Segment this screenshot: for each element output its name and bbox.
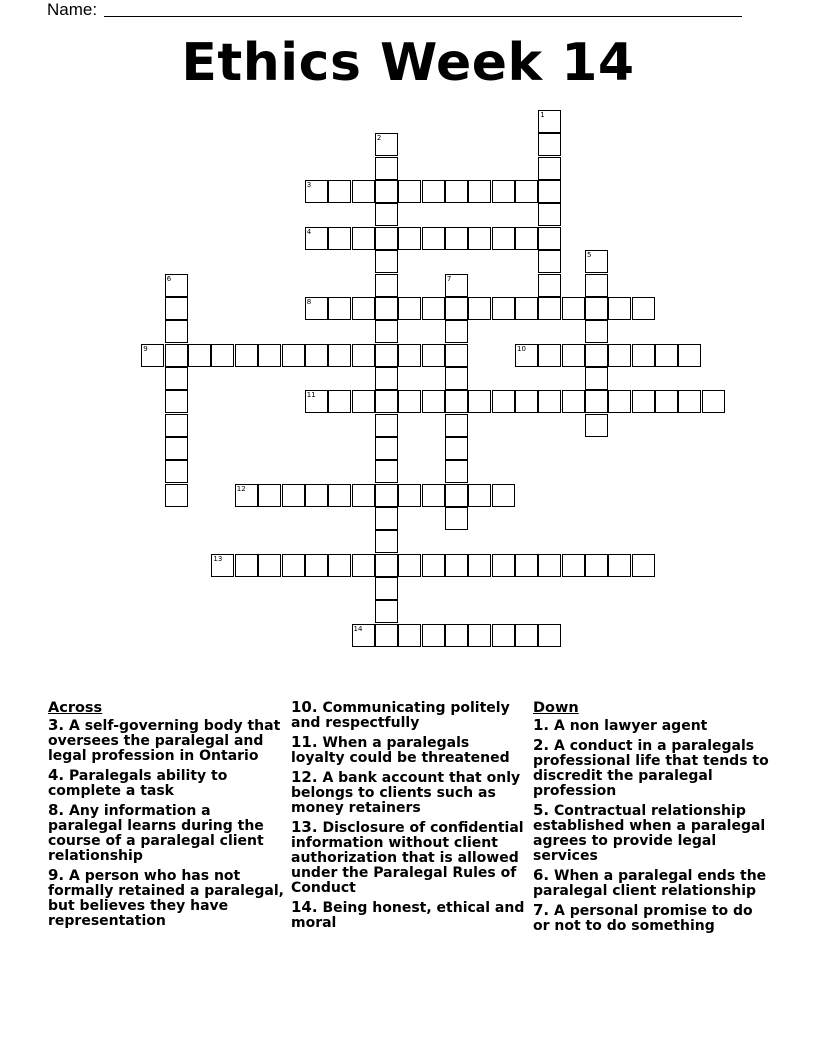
grid-cell[interactable] bbox=[352, 227, 375, 250]
grid-cell[interactable] bbox=[398, 484, 421, 507]
name-label: Name: bbox=[47, 0, 98, 19]
grid-cell[interactable] bbox=[165, 274, 188, 297]
grid-cell[interactable] bbox=[678, 390, 701, 413]
grid-cell[interactable] bbox=[398, 390, 421, 413]
grid-cell[interactable] bbox=[492, 624, 515, 647]
grid-cell[interactable] bbox=[585, 414, 608, 437]
grid-cell[interactable] bbox=[375, 250, 398, 273]
grid-cell[interactable] bbox=[375, 390, 398, 413]
grid-cell[interactable] bbox=[538, 344, 561, 367]
grid-cell[interactable] bbox=[375, 203, 398, 226]
grid-cell[interactable] bbox=[538, 227, 561, 250]
grid-cell[interactable] bbox=[445, 437, 468, 460]
clue-item-text: A self-governing body that oversees the paralegal and legal profession in Ontario bbox=[48, 718, 281, 764]
grid-cell[interactable] bbox=[258, 484, 281, 507]
grid-cell[interactable] bbox=[515, 344, 538, 367]
grid-cell[interactable] bbox=[445, 320, 468, 343]
grid-cell[interactable] bbox=[422, 624, 445, 647]
grid-cell[interactable] bbox=[538, 624, 561, 647]
clue-number: 4 bbox=[306, 227, 312, 236]
grid-cell[interactable] bbox=[585, 274, 608, 297]
clue-item-text: When a paralegals loyalty could be threatened bbox=[291, 735, 510, 766]
grid-cell[interactable] bbox=[305, 344, 328, 367]
grid-cell[interactable] bbox=[305, 227, 328, 250]
clue-item-text: When a paralegal ends the paralegal client relationship bbox=[533, 868, 767, 899]
grid-cell[interactable] bbox=[468, 227, 491, 250]
clue-number: 13 bbox=[213, 554, 223, 563]
grid-cell[interactable] bbox=[608, 297, 631, 320]
grid-cell[interactable] bbox=[632, 390, 655, 413]
clue-item bbox=[533, 803, 773, 864]
grid-cell[interactable] bbox=[445, 624, 468, 647]
grid-cell[interactable] bbox=[375, 577, 398, 600]
clue-item-number: 3. bbox=[48, 716, 65, 734]
grid-cell[interactable] bbox=[445, 367, 468, 390]
grid-cell[interactable] bbox=[328, 554, 351, 577]
grid-cell[interactable] bbox=[515, 390, 538, 413]
grid-cell[interactable] bbox=[165, 484, 188, 507]
grid-cell[interactable] bbox=[422, 297, 445, 320]
grid-cell[interactable] bbox=[165, 367, 188, 390]
grid-cell[interactable] bbox=[375, 554, 398, 577]
clue-item-text: A conduct in a paralegals professional life that tends to discredit the paralegal profession bbox=[533, 738, 769, 799]
grid-cell[interactable] bbox=[492, 180, 515, 203]
grid-cell[interactable] bbox=[422, 344, 445, 367]
grid-cell[interactable] bbox=[585, 367, 608, 390]
grid-cell[interactable] bbox=[398, 344, 421, 367]
grid-cell[interactable] bbox=[375, 414, 398, 437]
grid-cell[interactable] bbox=[211, 554, 234, 577]
grid-cell[interactable] bbox=[352, 484, 375, 507]
clue-item-number: 11. bbox=[291, 733, 318, 751]
grid-cell[interactable] bbox=[375, 460, 398, 483]
clue-item-number: 12. bbox=[291, 768, 318, 786]
clue-item-number: 7. bbox=[533, 901, 550, 919]
grid-cell[interactable] bbox=[562, 297, 585, 320]
grid-cell[interactable] bbox=[375, 320, 398, 343]
grid-cell[interactable] bbox=[468, 484, 491, 507]
clue-item bbox=[533, 868, 773, 899]
grid-cell[interactable] bbox=[398, 297, 421, 320]
grid-cell[interactable] bbox=[398, 180, 421, 203]
grid-cell[interactable] bbox=[655, 344, 678, 367]
grid-cell[interactable] bbox=[375, 600, 398, 623]
clue-item-text: Communicating politely and respectfully bbox=[291, 700, 510, 731]
grid-cell[interactable] bbox=[422, 554, 445, 577]
clue-item-number: 10. bbox=[291, 698, 318, 716]
clue-number: 1 bbox=[540, 111, 545, 119]
grid-cell[interactable] bbox=[492, 390, 515, 413]
grid-cell[interactable] bbox=[375, 297, 398, 320]
clue-item-text: Being honest, ethical and moral bbox=[291, 900, 525, 931]
grid-cell[interactable] bbox=[585, 554, 608, 577]
grid-cell[interactable] bbox=[585, 297, 608, 320]
grid-cell[interactable] bbox=[352, 297, 375, 320]
grid-cell[interactable] bbox=[632, 344, 655, 367]
grid-cell[interactable] bbox=[375, 227, 398, 250]
grid-cell[interactable] bbox=[515, 624, 538, 647]
clue-number: 2 bbox=[376, 134, 382, 143]
grid-cell[interactable] bbox=[585, 250, 608, 273]
grid-cell[interactable] bbox=[375, 367, 398, 390]
grid-cell[interactable] bbox=[188, 344, 211, 367]
clue-number: 11 bbox=[306, 391, 316, 400]
grid-cell[interactable] bbox=[515, 554, 538, 577]
grid-cell[interactable] bbox=[445, 390, 468, 413]
clue-item bbox=[48, 768, 284, 799]
grid-cell[interactable] bbox=[702, 390, 725, 413]
grid-cell[interactable] bbox=[235, 484, 258, 507]
clue-item-number: 6. bbox=[533, 866, 550, 884]
grid-cell[interactable] bbox=[445, 460, 468, 483]
clue-item-text: A bank account that only belongs to clients such as money retainers bbox=[291, 770, 521, 816]
clue-item bbox=[533, 738, 773, 799]
grid-cell[interactable] bbox=[515, 180, 538, 203]
grid-cell[interactable] bbox=[538, 554, 561, 577]
grid-cell[interactable] bbox=[608, 554, 631, 577]
grid-cell[interactable] bbox=[538, 297, 561, 320]
grid-cell[interactable] bbox=[398, 227, 421, 250]
grid-cell[interactable] bbox=[468, 554, 491, 577]
clue-item-number: 5. bbox=[533, 801, 550, 819]
grid-cell[interactable] bbox=[282, 344, 305, 367]
page-title: Ethics Week 14 bbox=[181, 33, 635, 93]
grid-cell[interactable] bbox=[492, 484, 515, 507]
clue-item bbox=[291, 770, 527, 816]
grid-cell[interactable] bbox=[562, 554, 585, 577]
clue-item-number: 1. bbox=[533, 716, 550, 734]
grid-cell[interactable] bbox=[468, 180, 491, 203]
grid-cell[interactable] bbox=[352, 390, 375, 413]
across-heading: Across bbox=[48, 700, 103, 716]
grid-cell[interactable] bbox=[492, 554, 515, 577]
grid-cell[interactable] bbox=[352, 180, 375, 203]
clue-item-number: 8. bbox=[48, 801, 65, 819]
grid-cell[interactable] bbox=[538, 274, 561, 297]
clue-item-text: Contractual relationship established when a paralegal agrees to provide legal services bbox=[533, 803, 766, 864]
clue-item-text: A non lawyer agent bbox=[549, 718, 708, 734]
grid-cell[interactable] bbox=[445, 344, 468, 367]
grid-cell[interactable] bbox=[375, 157, 398, 180]
clue-item-number: 13. bbox=[291, 818, 318, 836]
clue-item bbox=[48, 718, 284, 764]
grid-cell[interactable] bbox=[305, 297, 328, 320]
grid-cell[interactable] bbox=[375, 344, 398, 367]
grid-cell[interactable] bbox=[445, 414, 468, 437]
grid-cell[interactable] bbox=[258, 554, 281, 577]
grid-cell[interactable] bbox=[515, 297, 538, 320]
clue-item bbox=[291, 735, 527, 766]
grid-cell[interactable] bbox=[375, 507, 398, 530]
grid-cell[interactable] bbox=[422, 227, 445, 250]
clue-item-text: Paralegals ability to complete a task bbox=[48, 768, 228, 799]
grid-cell[interactable] bbox=[585, 390, 608, 413]
grid-cell[interactable] bbox=[608, 390, 631, 413]
grid-cell[interactable] bbox=[235, 554, 258, 577]
grid-cell[interactable] bbox=[211, 344, 234, 367]
grid-cell[interactable] bbox=[562, 344, 585, 367]
grid-cell[interactable] bbox=[585, 320, 608, 343]
grid-cell[interactable] bbox=[305, 554, 328, 577]
clue-item-number: 9. bbox=[48, 866, 65, 884]
grid-cell[interactable] bbox=[562, 390, 585, 413]
grid-cell[interactable] bbox=[538, 390, 561, 413]
grid-cell[interactable] bbox=[328, 484, 351, 507]
clues-column-1 bbox=[48, 700, 284, 933]
clue-item-number: 4. bbox=[48, 766, 65, 784]
clues-column-2 bbox=[291, 700, 527, 935]
grid-cell[interactable] bbox=[305, 390, 328, 413]
grid-cell[interactable] bbox=[445, 507, 468, 530]
grid-cell[interactable] bbox=[538, 180, 561, 203]
clue-number: 9 bbox=[143, 344, 148, 353]
grid-cell[interactable] bbox=[422, 484, 445, 507]
grid-cell[interactable] bbox=[375, 530, 398, 553]
grid-cell[interactable] bbox=[375, 437, 398, 460]
clue-item bbox=[48, 803, 284, 864]
grid-cell[interactable] bbox=[375, 133, 398, 156]
grid-cell[interactable] bbox=[632, 297, 655, 320]
grid-cell[interactable] bbox=[375, 624, 398, 647]
grid-cell[interactable] bbox=[328, 227, 351, 250]
grid-cell[interactable] bbox=[422, 390, 445, 413]
grid-cell[interactable] bbox=[538, 203, 561, 226]
grid-cell[interactable] bbox=[632, 554, 655, 577]
grid-cell[interactable] bbox=[445, 180, 468, 203]
grid-cell[interactable] bbox=[141, 344, 164, 367]
grid-cell[interactable] bbox=[398, 554, 421, 577]
grid-cell[interactable] bbox=[468, 390, 491, 413]
grid-cell[interactable] bbox=[468, 624, 491, 647]
clue-number: 10 bbox=[517, 344, 526, 353]
grid-cell[interactable] bbox=[328, 180, 351, 203]
grid-cell[interactable] bbox=[375, 484, 398, 507]
grid-cell[interactable] bbox=[608, 344, 631, 367]
grid-cell[interactable] bbox=[305, 180, 328, 203]
grid-cell[interactable] bbox=[492, 227, 515, 250]
grid-cell[interactable] bbox=[445, 227, 468, 250]
grid-cell[interactable] bbox=[445, 297, 468, 320]
grid-cell[interactable] bbox=[282, 484, 305, 507]
clue-item-number: 14. bbox=[291, 898, 318, 916]
grid-cell[interactable] bbox=[328, 390, 351, 413]
clue-number: 14 bbox=[353, 624, 363, 633]
grid-cell[interactable] bbox=[352, 344, 375, 367]
clue-item bbox=[533, 718, 773, 734]
clue-item-text: A personal promise to do or not to do something bbox=[533, 903, 753, 934]
grid-cell[interactable] bbox=[165, 344, 188, 367]
grid-cell[interactable] bbox=[538, 110, 561, 133]
clue-item bbox=[291, 700, 527, 731]
grid-cell[interactable] bbox=[328, 344, 351, 367]
clue-item-text: Disclosure of confidential information without client authorization that is allowed under the Paralegal Rules of Conduct bbox=[291, 820, 524, 896]
grid-cell[interactable] bbox=[492, 297, 515, 320]
grid-cell[interactable] bbox=[235, 344, 258, 367]
clue-item bbox=[291, 900, 527, 931]
clue-item bbox=[533, 903, 773, 934]
clue-number: 5 bbox=[587, 251, 592, 260]
grid-cell[interactable] bbox=[538, 157, 561, 180]
clues-column-3 bbox=[533, 700, 773, 938]
grid-cell[interactable] bbox=[585, 344, 608, 367]
grid-cell[interactable] bbox=[445, 554, 468, 577]
grid-cell[interactable] bbox=[305, 484, 328, 507]
grid-cell[interactable] bbox=[655, 390, 678, 413]
grid-cell[interactable] bbox=[165, 414, 188, 437]
grid-cell[interactable] bbox=[352, 554, 375, 577]
grid-cell[interactable] bbox=[445, 274, 468, 297]
grid-cell[interactable] bbox=[352, 624, 375, 647]
down-heading: Down bbox=[533, 700, 579, 716]
grid-cell[interactable] bbox=[165, 320, 188, 343]
clue-number: 8 bbox=[306, 297, 312, 306]
grid-cell[interactable] bbox=[258, 344, 281, 367]
grid-cell[interactable] bbox=[165, 390, 188, 413]
clue-item bbox=[48, 868, 284, 929]
grid-cell[interactable] bbox=[282, 554, 305, 577]
grid-cell[interactable] bbox=[538, 250, 561, 273]
grid-cell[interactable] bbox=[678, 344, 701, 367]
grid-cell[interactable] bbox=[375, 180, 398, 203]
clue-item-text: Any information a paralegal learns during the course of a paralegal client relationship bbox=[48, 803, 264, 864]
grid-cell[interactable] bbox=[165, 437, 188, 460]
grid-cell[interactable] bbox=[468, 297, 491, 320]
grid-cell[interactable] bbox=[515, 227, 538, 250]
grid-cell[interactable] bbox=[165, 297, 188, 320]
grid-cell[interactable] bbox=[375, 274, 398, 297]
grid-cell[interactable] bbox=[398, 624, 421, 647]
grid-cell[interactable] bbox=[328, 297, 351, 320]
clue-number: 12 bbox=[236, 484, 246, 493]
clue-item-number: 2. bbox=[533, 736, 550, 754]
clue-item bbox=[291, 820, 527, 896]
clue-number: 6 bbox=[166, 274, 172, 283]
grid-cell[interactable] bbox=[422, 180, 445, 203]
grid-cell[interactable] bbox=[165, 460, 188, 483]
clue-number: 3 bbox=[306, 181, 312, 190]
clue-item-text: A person who has not formally retained a paralegal, but believes they have representation bbox=[48, 868, 284, 929]
grid-cell[interactable] bbox=[445, 484, 468, 507]
clue-number: 7 bbox=[446, 274, 452, 283]
grid-cell[interactable] bbox=[538, 133, 561, 156]
